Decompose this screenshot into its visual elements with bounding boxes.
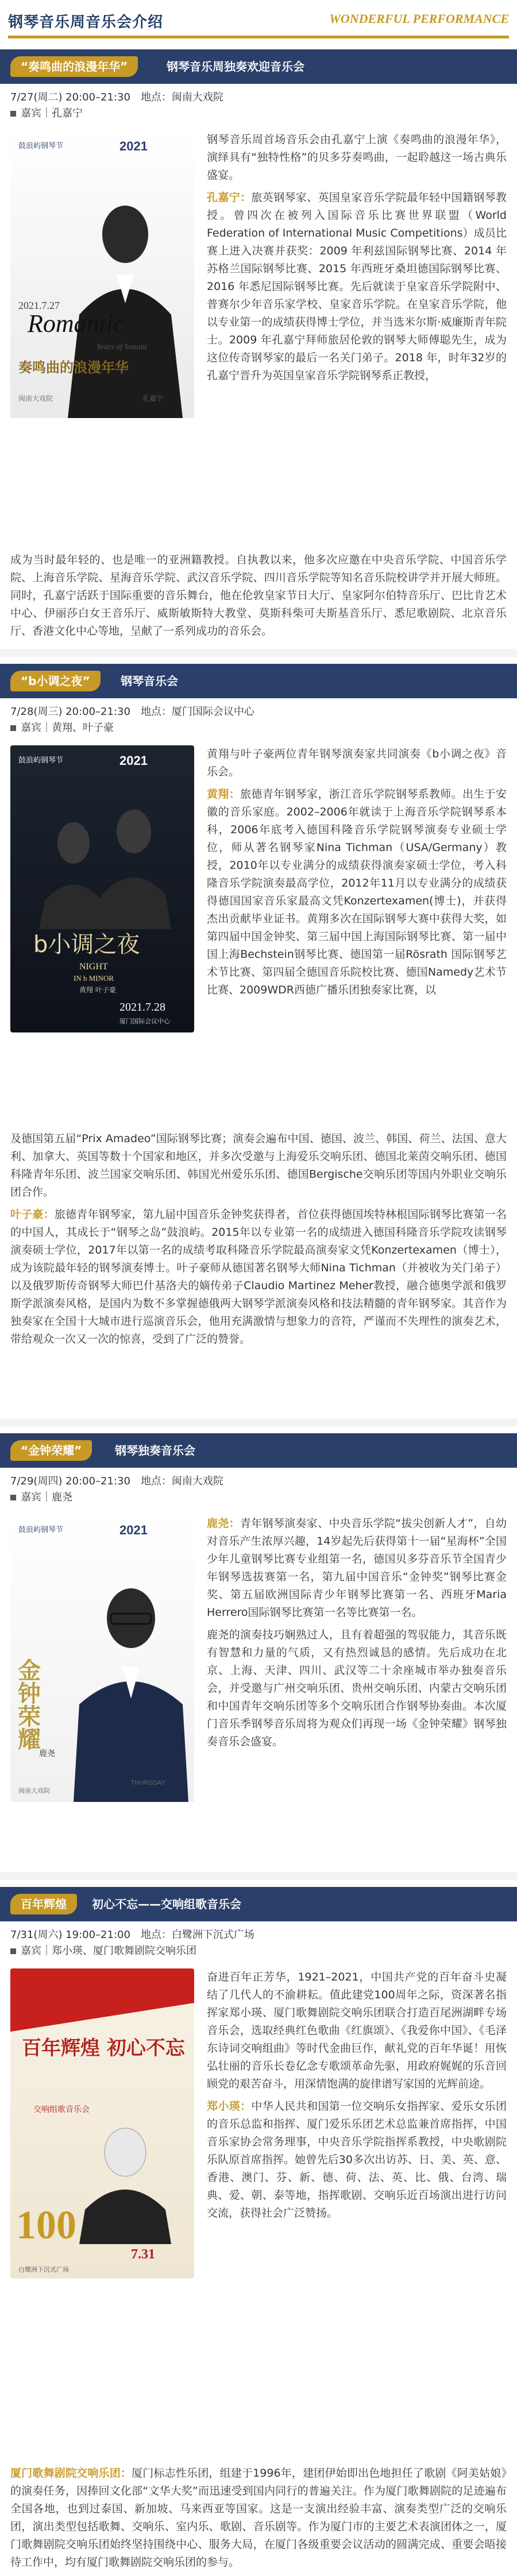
section-header [0,49,517,84]
pianist-head-icon [102,206,148,263]
poster-art [10,131,194,418]
second-performer-bio-text: 旅德青年钢琴家，第九届中国音乐金钟奖获得者，首位获得德国埃特林根国际钢琴比赛第一名的中国人，其成长于“钢琴之岛”鼓浪屿。2015年以专业第一名的成绩进入德国科隆音乐学院攻读钢琴演奏硕士学位，2017年以第一名的成绩考取科隆音乐学院最高演奏家文凭Konzertexamen（博士），成为该院最年轻的钢琴演奏博士。叶子豪师从德国著名钢琴大师Nina Tichman（并被收为关门弟子）以及俄罗斯传奇钢琴大师巴什基洛夫的嫡传弟子Claudio Martinez Meher教授，融合德奥学派和俄罗斯学派演奏风格，是国内为数不多掌握德俄两大钢琴学派演奏风格和技法精髓的青年钢琴家。其音作为独奏家在全国十大城市进行巡演音乐会，他用充满激情与想象力的音符，严谨而不失理性的演奏艺术，带给观众一次又一次的惊喜，受到了广泛的赞誉。 [10,1208,507,1345]
performer-bio-continued-text: 成为当时最年轻的、也是唯一的亚洲籍教授。自执教以来，他多次应邀在中央音乐学院、中国音乐学院、上海音乐学院、星海音乐学院、武汉音乐学院、四川音乐学院等知名音乐院校讲学并开展大师班。同时，孔嘉宁活跃于国际重要的音乐舞台，他在伦敦皇家节日大厅、皇家阿尔伯特音乐厅、巴比肯艺术中心、伊丽莎白女王音乐厅、威斯敏斯特大教堂、莫斯科柴可夫斯基音乐厅、悉尼歌剧院、北京音乐厅、香港文化中心等地，呈献了一系列成功的音乐会。 [10,554,507,637]
performer-bio-text: 旅英钢琴家、英国皇家音乐学院最年轻中国籍钢琴教授。曾四次在被列入国际音乐比赛世界联盟（World Federation of International Music Competitions）成员比赛上进入决赛并获奖：2009 年利兹国际钢琴比赛、2014 年苏格兰国际钢琴比赛、2015 年西班牙桑坦德国际钢琴比赛、2016 年悉尼国际钢琴比赛。先后就读于皇家音乐学院附中、普赛尔少年音乐家学校、皇家音乐学院。在皇家音乐学院，他以专业第一的成绩获得博士学位，并当选米尔斯·威廉斯青年院士。2009 年孔嘉宁拜师旅居伦敦的钢琴大师傅聪先生，成为这位传奇钢琴家的最后一名关门弟子。2018 年，时年32岁的孔嘉宁晋升为英国皇家音乐学院钢琴系正教授， [207,191,507,382]
second-performer-bio [10,1206,507,1348]
pianist-body-icon [68,289,183,418]
performer-bio [207,2098,507,2222]
concert-bio [207,1968,507,2227]
poster-date: 2021.7.29 [125,1762,176,1776]
concert-venue: 地点：厦门国际会议中心 [140,706,254,718]
poster-subtitle: 交响组歌音乐会 [33,2105,90,2114]
guest-marker-icon [10,1948,16,1954]
poster-date: 2021.7.27 [18,300,60,311]
concert-guest: 嘉宾｜郑小瑛、厦门歌舞剧院交响乐团 [21,1945,196,1957]
page-title: 钢琴音乐周音乐会介绍 [8,14,164,31]
poster-brand: 鼓浪屿钢琴节 [18,1525,64,1534]
poster-english-title: Romantic [28,310,125,338]
orchestra-bio [10,2465,507,2576]
poster-year-mark: 100 [16,2203,76,2248]
concert-venue: 地点：白鹭洲下沉式广场 [140,1929,254,1941]
concert-time: 7/31(周六) 19:00–21:00 [10,1929,130,1941]
concert-guest: 嘉宾｜孔嘉宁 [21,107,83,119]
poster-performer: 孔嘉宁 [142,394,164,403]
poster-day: THURSDAY [131,1780,165,1786]
concert-guest: 嘉宾｜鹿尧 [21,1491,72,1503]
concert-guest: 嘉宾｜黄翔、叶子豪 [21,722,114,734]
poster-art [10,745,194,1032]
section-pill: “金钟荣耀” [10,1440,92,1461]
concert-section-3 [0,1433,517,1794]
concert-intro: 奋进百年正芳华，1921–2021，中国共产党的百年奋斗史凝结了几代人的不渝耕耘。值此建党100周年之际，资深著名指挥家郑小瑛、厦门歌舞剧院交响乐团联合打造百尾洲湖畔专场音乐会，选取经典红色歌曲《红旗颂》、《我爱你中国》、《毛泽东诗词交响组曲》等时代金曲巨作，献礼党的百年华诞！用恢弘壮丽的音乐长卷亿念专歌颂革命先驱，用政府娓娓的乐音回顾党的艰苦奋斗，用深情饱满的旋律谱写家国的光辉前途。 [207,1971,507,2090]
poster-art [10,1515,194,1802]
guest-marker-icon [10,725,16,731]
poster-english-title: NIGHT [79,962,108,972]
concert-meta [0,1921,517,1959]
performer-name: 鹿尧： [207,1517,240,1530]
poster-art [10,1968,194,2279]
concert-poster [10,745,194,1032]
header-divider [8,36,509,38]
section-title: 钢琴独奏音乐会 [115,1444,195,1457]
concert-section-4 [0,1887,517,2569]
poster-year: 2021 [119,1523,148,1537]
concert-time: 7/29(周四) 20:00–21:30 [10,1475,130,1487]
concert-time: 7/28(周三) 20:00–21:30 [10,706,130,718]
concert-poster [10,131,194,418]
concert-section-2 [0,664,517,1345]
concert-time: 7/27(周二) 20:00–21:30 [10,91,130,103]
performer-bio [207,189,507,385]
orchestra-bio-text: 厦门标志性乐团，组建于1996年，建团伊始即出色地担任了歌剧《阿美姑娘》的演奏任务，因捧回文化部“文华大奖”而迅速受到国内同行的普遍关注。作为厦门歌舞剧院的足迹遍布全国各地，也到过泰国、新加坡、马来西亚等国家。这是一支演出经验丰富、演奏类型广泛的交响乐团，演出类型包括歌舞、交响乐、室内乐、歌剧、音乐剧等。作为厦门市的主要艺术表演团体之一，厦门歌舞剧院交响乐团始终坚持围绕中心、服务大局，在厦门各级重要会议活动的圆满完成、重要会晤接待工作中，均有厦门歌舞剧院交响乐团的参与。 [10,2467,507,2569]
concert-poster [10,1968,194,2279]
poster-brand: 鼓浪屿钢琴节 [18,756,64,764]
section-pill: “奏鸣曲的浪漫年华” [10,56,138,77]
poster-chinese-title: 奏鸣曲的浪漫年华 [18,359,129,376]
section-title: 钢琴音乐周独奏欢迎音乐会 [167,60,304,74]
concert-intro: 黄翔与叶子豪两位青年钢琴演奏家共同演奏《b小调之夜》音乐会。 [207,748,507,778]
concert-section-1 [0,49,517,637]
performer-name: 孔嘉宁： [207,191,252,204]
section-header [0,664,517,698]
performer-name: 黄翔： [207,788,241,800]
section-divider [0,1872,517,1880]
concert-meta [0,698,517,736]
poster-performer: 黄翔 叶子豪 [79,986,116,994]
section-title: 钢琴音乐会 [121,674,178,688]
poster-date: 7.31 [131,2247,155,2262]
section-header [0,1433,517,1468]
performer-bio-continued-text: 及德国第五届“Prix Amadeo”国际钢琴比赛；演奏会遍布中国、德国、波兰、韩国、荷兰、法国、意大利、加拿大、英国等数十个国家和地区，并多次受邀与上海爱乐交响乐团、德国北莱茵交响乐团、德国科隆青年乐团、波兰国家交响乐团、韩国光州爱乐乐团、德国Bergische交响乐团等国内外职业交响乐团合作。 [10,1132,507,1198]
section-divider [0,1418,517,1426]
poster-chinese-title: 百年辉煌 初心不忘 [22,2037,185,2060]
concert-meta [0,84,517,122]
poster-venue: 白鹭洲下沉式广场 [18,2266,69,2273]
poster-year: 2021 [119,139,148,153]
concert-poster [10,1515,194,1802]
section-pill: “b小调之夜” [10,671,101,691]
performer-bio [207,1515,507,1622]
poster-performer: 鹿尧 [39,1749,55,1758]
orchestra-name: 厦门歌舞剧院交响乐团： [10,2467,132,2480]
section-header [0,1887,517,1921]
section-pill: 百年辉煌 [10,1894,77,1914]
poster-brand: 鼓浪屿钢琴节 [18,141,64,150]
performer-bio [207,786,507,999]
section-title: 初心不忘——交响组歌音乐会 [92,1897,241,1911]
concert-meta [0,1468,517,1506]
poster-chinese-title: 金钟荣耀 [14,1658,41,1750]
performer-bio-2: 鹿尧的演奏技巧娴熟过人，且有着超强的驾驭能力，其音乐既有智慧和力量的气质，又有热烈诚恳的感情。先后成功在北京、上海、天津、四川、武汉等二十余座城市举办独奏音乐会，并受邀与广州交响乐团、贵州交响乐团、内蒙古交响乐团和中国青年交响乐团等多个交响乐团合作钢琴协奏曲。本次厦门音乐季钢琴音乐周将为观众们再现一场《金钟荣耀》钢琴独奏音乐会盛宴。 [207,1629,507,1748]
page-english-title: WONDERFUL PERFORMANCE [329,11,509,26]
performer-name: 郑小瑛： [207,2100,252,2113]
poster-year: 2021 [119,753,148,768]
guest-marker-icon [10,1495,16,1500]
concert-venue: 地点：闽南大戏院 [140,1475,223,1487]
poster-english-subtitle: Years of Sonata [97,343,147,351]
performer-bio-text: 青年钢琴演奏家、中央音乐学院“拔尖创新人才”，自幼对音乐产生浓厚兴趣，14岁起先后获得第十一届“星海杯”全国少年儿童钢琴比赛专业组第一名，德国贝多芬音乐节全国青少年钢琴选拔赛第一名，第九届中国音乐“金钟奖”钢琴比赛金奖、第五届欧洲国际青少年钢琴比赛第一名、西班牙Maria Herrero国际钢琴比赛第一名等比赛第一名。 [207,1517,507,1619]
concert-bio [207,131,507,389]
concert-bio [207,1515,507,1755]
section-divider [0,649,517,657]
performer-bio-text: 中华人民共和国第一位交响乐女指挥家、爱乐女乐团的音乐总监和指挥、厦门爱乐乐团艺术总监兼首席指挥，中国音乐家协会常务理事，中央音乐学院指挥系教授，中央歌剧院乐队原首席指挥。她曾先后30多次出访苏、日、美、英、意、香港、澳门、芬、新、德、荷、法、英、比、俄、台湾、瑞典、爱、朝、泰等地，指挥歌剧、交响乐近百场演出进行访问交流，获得社会广泛赞扬。 [207,2100,507,2219]
performer-bio-continued [10,1130,507,1353]
performer-bio-text: 旅德青年钢琴家，浙江音乐学院钢琴系教师。出生于安徽的音乐家庭。2002–2006年就读于上海音乐学院钢琴系本科，2006年底考入德国科隆音乐学院钢琴演奏专业硕士学位，师从著名钢琴家Nina Tichman（USA/Germany）教授，2010年以专业满分的成绩获得演奏家硕士学位，考入科隆音乐学院演奏最高学位，2012年11月以专业满分的成绩获得德国国家音乐家最高文凭Konzertexamen(博士)，并获得杰出贡献毕业证书。黄翔多次在国际钢琴大赛中获得大奖，如第四届中国金钟奖、第三届中国上海国际钢琴比赛、第一届中国上海Bechstein钢琴比赛、德国第一届Rösrath 国际钢琴艺术节比赛、第四届全德国音乐院校比赛、德国Namedy艺术节比赛、2009WDR西德广播乐团独奏家比赛，以 [207,788,507,996]
guest-marker-icon [10,111,16,117]
poster-venue: 闽南大戏院 [18,1787,50,1794]
page-header [0,0,517,42]
poster-venue: 闽南大戏院 [18,394,53,403]
concert-intro: 钢琴音乐周首场音乐会由孔嘉宁上演《奏鸣曲的浪漫年华》，演绎具有“独特性格”的贝多芬奏鸣曲，一起聆越这一场古典乐盛宴。 [207,133,507,181]
concert-venue: 地点：闽南大戏院 [140,91,223,103]
poster-english-subtitle: IN b MINOR [74,974,114,983]
poster-venue: 厦门国际会议中心 [119,1018,170,1025]
poster-chinese-title: b小调之夜 [33,931,140,958]
concert-bio [207,745,507,1004]
performer-bio-continued [10,551,507,645]
second-performer-name: 叶子豪： [10,1208,55,1221]
orchestra-bio-paragraph [10,2465,507,2571]
poster-date: 2021.7.28 [119,1001,165,1014]
